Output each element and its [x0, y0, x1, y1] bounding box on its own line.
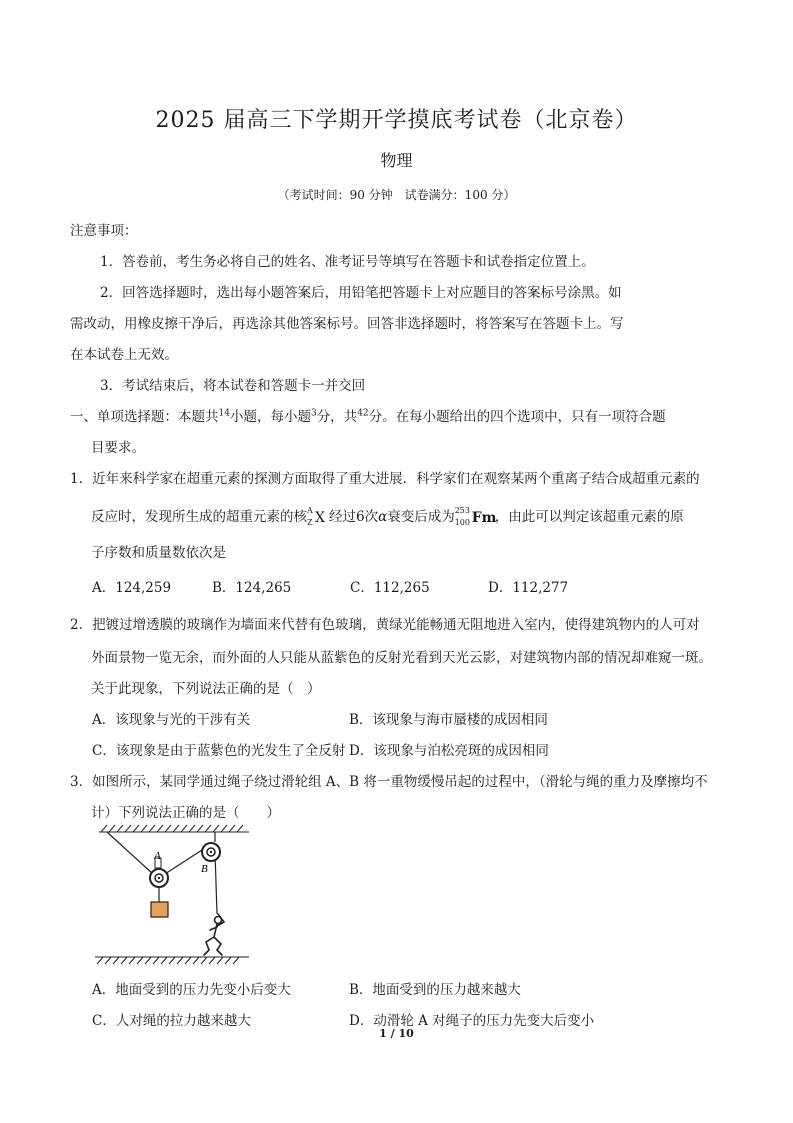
q1-option-c[interactable]: C．112,265 — [350, 580, 430, 596]
q3-option-a[interactable]: A．地面受到的压力先变小后变大 — [92, 982, 291, 998]
pulley-b-icon — [202, 843, 220, 861]
q1-option-b[interactable]: B．124,265 — [212, 580, 292, 596]
person-icon — [204, 914, 224, 955]
nuclide-fm: 253 100 Fm — [454, 505, 497, 527]
q3-line-2: 计）下列说法正确的是（ ） — [91, 805, 280, 821]
q3-line-1: 3．如图所示，某同学通过绳子绕过滑轮组 A、B 将一重物缓慢吊起的过程中，（滑轮与绳的重力及摩擦均不 — [70, 774, 708, 790]
nuclide-x: A Z X — [307, 505, 325, 527]
notice-item-2-line-1: 2．回答选择题时，选出每小题答案后，用铅笔把答题卡上对应题目的答案标号涂黑。如 — [100, 285, 622, 301]
q2-line-2: 外面景物一览无余，而外面的人只能从蓝紫色的反射光看到天光云影，对建筑物内部的情况却难窥一斑。 — [91, 650, 712, 666]
notice-item-3: 3．考试结束后，将本试卷和答题卡一并交回 — [100, 378, 366, 394]
pulley-a-icon — [150, 858, 168, 902]
q2-line-3: 关于此现象，下列说法正确的是（ ） — [91, 681, 321, 697]
notice-heading: 注意事项： — [70, 223, 138, 239]
page-title: 2025 届高三下学期开学摸底考试卷（北京卷） — [155, 108, 638, 133]
subject-title: 物理 — [380, 151, 413, 170]
label-a: A — [154, 850, 161, 862]
q1-option-d[interactable]: D．112,277 — [488, 580, 569, 596]
section-heading: 一、单项选择题：本题共$^{14}$小题，每小题$^3$分，共$^{42}$分。在每小题给出的四个选项中，只有一项符合题 — [70, 408, 666, 425]
notice-item-2-line-3: 在本试卷上无效。 — [70, 347, 178, 363]
page-number: 1 / 10 — [379, 1027, 414, 1040]
q2-line-1: 2．把镀过增透膜的玻璃作为墙面来代替有色玻璃，黄绿光能畅通无阻地进入室内，使得建筑物内的人可对 — [70, 617, 700, 633]
exam-time-info: （考试时间：90 分钟 试卷满分：100 分） — [277, 188, 516, 202]
q2-option-a[interactable]: A．该现象与光的干涉有关 — [92, 712, 251, 728]
section-heading-line-2: 目要求。 — [91, 440, 145, 456]
ceiling-hatch — [99, 825, 249, 832]
q3-option-c[interactable]: C．人对绳的拉力越来越大 — [92, 1013, 251, 1029]
notice-item-2-line-2: 需改动，用橡皮擦干净后，再选涂其他答案标号。回答非选择题时，将答案写在答题卡上。写 — [70, 316, 624, 332]
q3-option-d[interactable]: D．动滑轮 A 对绳子的压力先变大后变小 — [349, 1013, 595, 1029]
q2-option-d[interactable]: D．该现象与泊松亮斑的成因相同 — [349, 743, 549, 759]
notice-item-1: 1．答卷前，考生务必将自己的姓名、准考证号等填写在答题卡和试卷指定位置上。 — [100, 254, 595, 270]
q1-option-a[interactable]: A．124,259 — [92, 580, 172, 596]
label-b: B — [201, 863, 208, 875]
q2-option-c[interactable]: C．该现象是由于蓝紫色的光发生了全反射 — [92, 743, 346, 759]
q1-line-2: 反应时，发现所生成的超重元素的核 A Z X 经过6次α衰变后成为 253 100 Fm ，由此可以判定该超重元素的原 — [91, 505, 684, 527]
q1-line-3: 子序数和质量数依次是 — [91, 545, 226, 561]
weight-block — [151, 902, 168, 917]
q2-option-b[interactable]: B．该现象与海市蜃楼的成因相同 — [349, 712, 548, 728]
pulley-figure — [93, 822, 253, 967]
q1-line-1: 1．近年来科学家在超重元素的探测方面取得了重大进展．科学家们在观察某两个重离子结合成超重元素的 — [70, 471, 700, 487]
q3-option-b[interactable]: B．地面受到的压力越来越大 — [349, 982, 521, 998]
ground-hatch — [95, 957, 249, 964]
